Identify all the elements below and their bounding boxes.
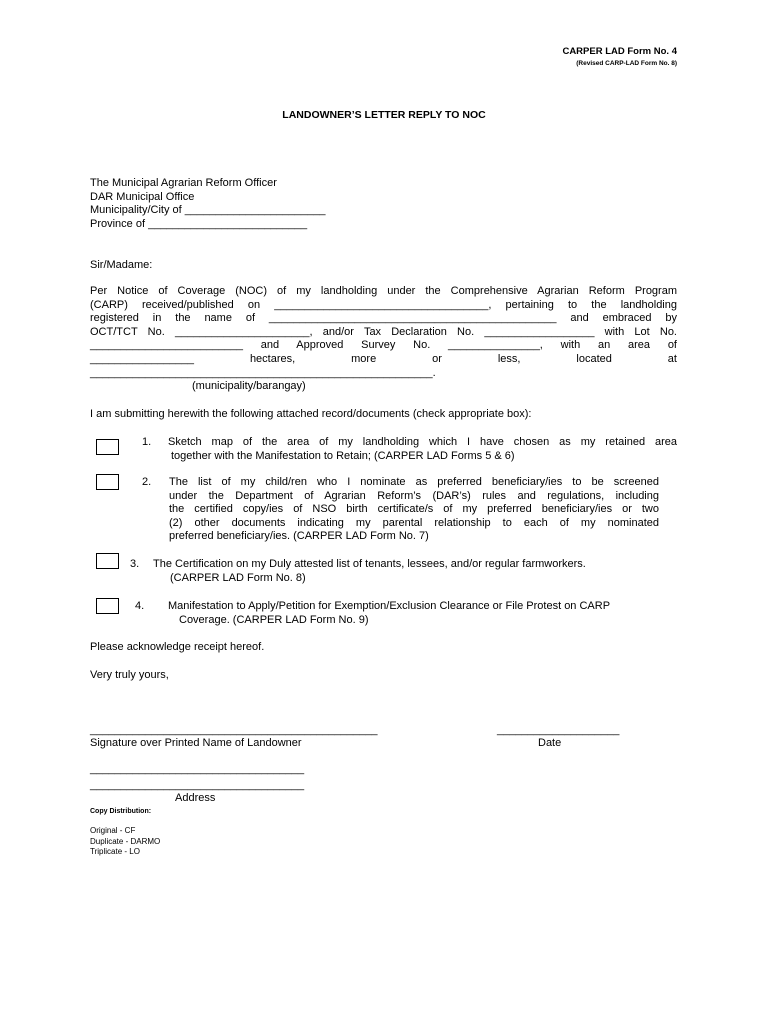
item-text: (2) other documents indicating my parental relationship to each of my nominated bbox=[169, 516, 659, 529]
item-text: The Certification on my Duly attested list of tenants, lessees, and/or regular farmworkers. bbox=[153, 558, 586, 570]
copy-original: Original - CF bbox=[90, 826, 136, 835]
checkbox-item-1[interactable] bbox=[96, 439, 119, 455]
province-field: Province of __________________________ bbox=[90, 217, 308, 230]
copy-distribution-list bbox=[90, 826, 160, 858]
checkbox-item-2[interactable] bbox=[96, 474, 119, 490]
copy-duplicate: Duplicate - DARMO bbox=[90, 836, 161, 846]
copy-triplicate: Triplicate - LO bbox=[90, 847, 140, 857]
municipality-barangay-caption: (municipality/barangay) bbox=[192, 380, 306, 393]
item-text: together with the Manifestation to Retain; (CARPER LAD Forms 5 & 6) bbox=[171, 449, 515, 462]
item-number: 3. bbox=[130, 558, 140, 570]
item-text: The list of my child/ren who I nominate as preferred beneficiary/ies to be screened bbox=[169, 476, 659, 488]
noc-paragraph bbox=[90, 285, 677, 394]
addressee-line-2: DAR Municipal Office bbox=[90, 190, 195, 203]
paragraph-line: ________________________________________________________. bbox=[90, 366, 436, 379]
paragraph-line: OCT/TCT No. ______________________, and/or Tax Declaration No. __________________ with Lot No. bbox=[90, 325, 677, 338]
item-number: 1. bbox=[142, 436, 152, 448]
item-text: preferred beneficiary/ies. (CARPER LAD Form No. 7) bbox=[169, 530, 429, 543]
form-number: CARPER LAD Form No. 4 bbox=[562, 46, 677, 57]
item-text: under the Department of Agrarian Reform’s (DAR’s) rules and regulations, including bbox=[169, 489, 659, 502]
submit-intro: I am submitting herewith the following attached record/documents (check appropriate box): bbox=[90, 408, 532, 420]
date-line: ____________________ bbox=[497, 724, 620, 736]
item-text: Sketch map of the area of my landholding which I have chosen as my retained area bbox=[168, 436, 677, 448]
item-text: (CARPER LAD Form No. 8) bbox=[170, 571, 306, 584]
closing-text: Very truly yours, bbox=[90, 669, 169, 681]
date-caption: Date bbox=[538, 737, 562, 749]
item-number: 4. bbox=[135, 600, 145, 612]
item-text: Coverage. (CARPER LAD Form No. 9) bbox=[179, 613, 369, 626]
paragraph-line: registered in the name of _______________________________________________ and embraced by bbox=[90, 312, 677, 325]
item-text: the certified copy/ies of NSO birth certificate/s of my preferred beneficiary/ies or two bbox=[169, 503, 659, 516]
item-text: Manifestation to Apply/Petition for Exemption/Exclusion Clearance or File Protest on CARP bbox=[168, 600, 611, 612]
paragraph-line: _________________ hectares, more or less, located at bbox=[90, 352, 677, 365]
paragraph-line: (CARP) received/published on ___________________________________, pertaining to the landholding bbox=[90, 298, 677, 311]
checkbox-item-4[interactable] bbox=[96, 598, 119, 614]
revised-form-note: (Revised CARP-LAD Form No. 8) bbox=[576, 60, 677, 67]
signature-caption: Signature over Printed Name of Landowner bbox=[90, 737, 302, 749]
municipality-field: Municipality/City of _______________________ bbox=[90, 204, 326, 216]
checkbox-item-3[interactable] bbox=[96, 553, 119, 569]
acknowledge-text: Please acknowledge receipt hereof. bbox=[90, 641, 265, 653]
address-line-1: ___________________________________ bbox=[90, 763, 305, 775]
document-title: LANDOWNER’S LETTER REPLY TO NOC bbox=[282, 109, 486, 121]
address-line-2: ___________________________________ bbox=[90, 779, 305, 791]
paragraph-line: Per Notice of Coverage (NOC) of my landholding under the Comprehensive Agrarian Reform Program bbox=[90, 285, 677, 297]
salutation: Sir/Madame: bbox=[90, 259, 153, 271]
copy-distribution-heading: Copy Distribution: bbox=[90, 808, 152, 815]
signature-line: _______________________________________________ bbox=[90, 724, 378, 736]
item-number: 2. bbox=[142, 476, 152, 488]
addressee-block bbox=[90, 177, 325, 231]
paragraph-line: _________________________ and Approved Survey No. _______________, with an area of bbox=[90, 339, 677, 352]
address-caption: Address bbox=[175, 792, 216, 804]
addressee-line-1: The Municipal Agrarian Reform Officer bbox=[90, 177, 277, 189]
